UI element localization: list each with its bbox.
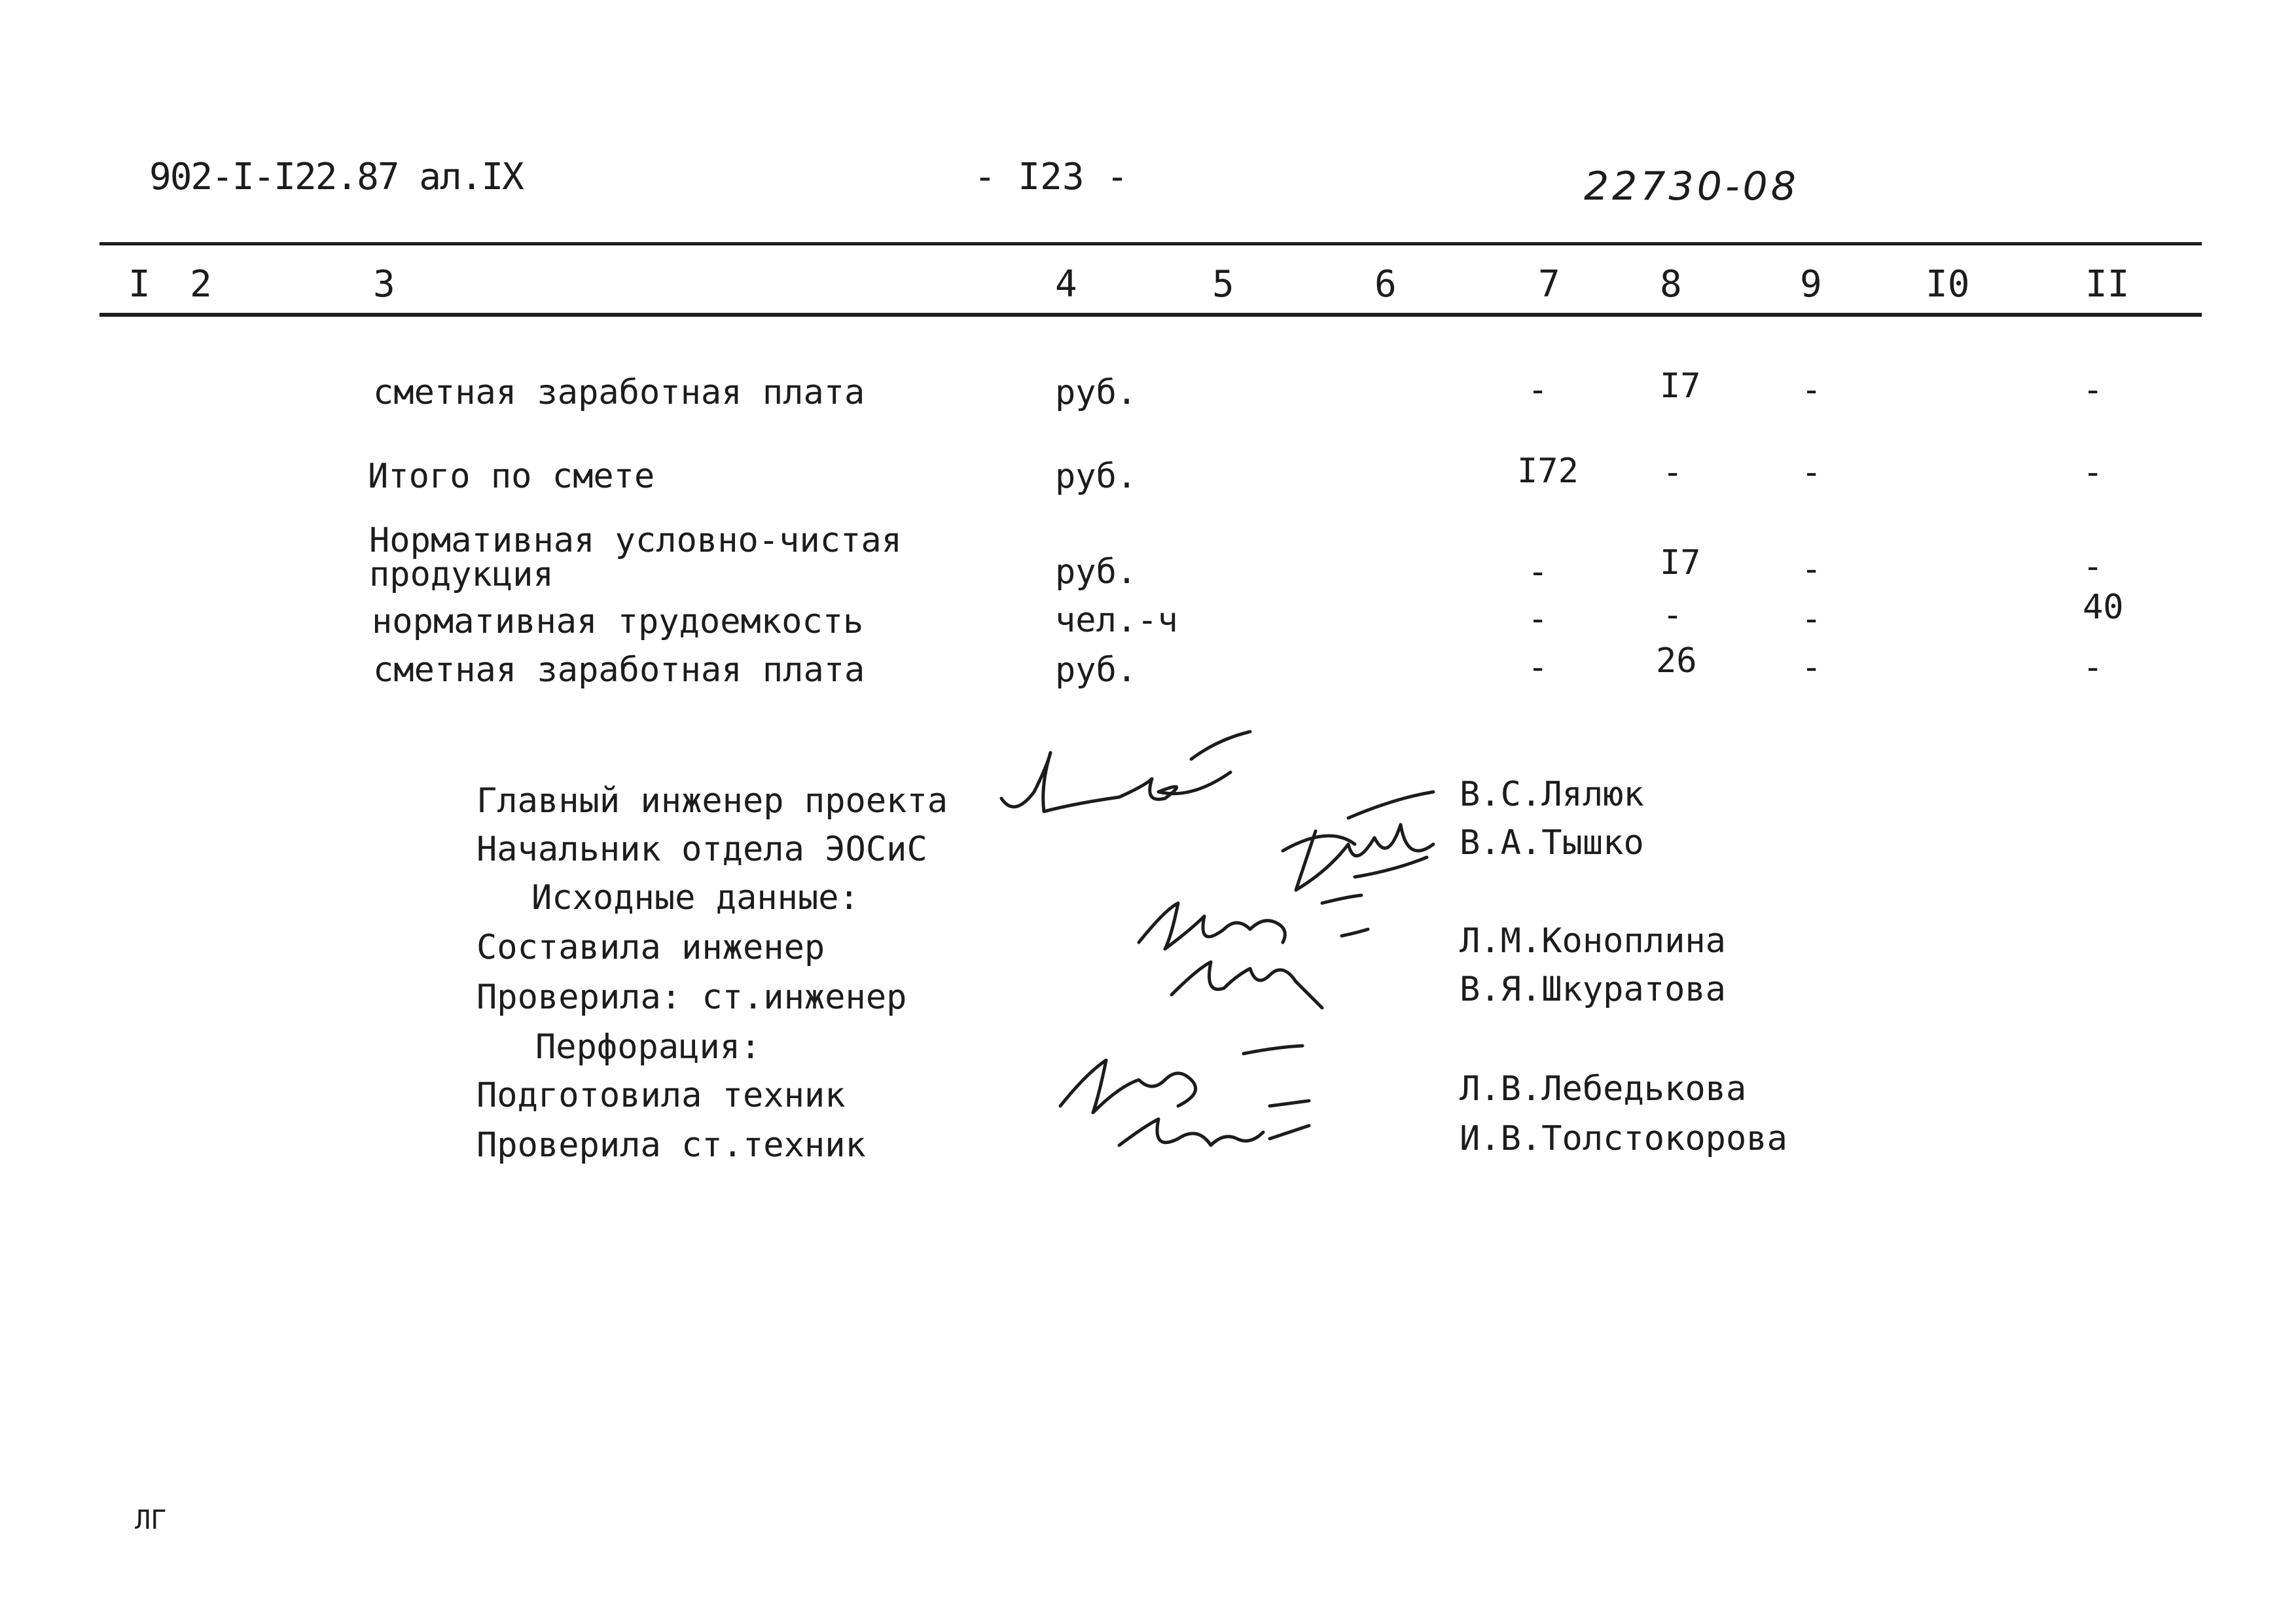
page-number: - I23 - [974,156,1129,198]
row-name: Итого по смете [368,457,655,496]
dept-head-label: Начальник отдела ЭОСиС [476,830,927,869]
cell-col9: - [1801,550,1822,589]
checked-label: Проверила: ст.инженер [476,978,907,1017]
chief-engineer-name: В.С.Лялюк [1460,775,1644,814]
prepared-name: Л.В.Лебедькова [1460,1069,1747,1109]
row-unit: руб. [1055,552,1138,592]
column-header: 5 [1212,263,1234,306]
cell-col11: - [2083,648,2104,687]
column-header: I [128,263,151,306]
cell-col11: 40 [2083,588,2124,627]
footer-mark: ЛГ [135,1505,167,1535]
cell-col11: - [2083,370,2104,410]
row-name: сметная заработная плата [373,651,865,690]
row-unit: руб. [1055,457,1138,496]
cell-col9: - [1801,370,1822,410]
checked2-label: Проверила ст.техник [476,1126,866,1165]
cell-col9: - [1801,453,1822,492]
cell-col8: - [1662,453,1683,492]
cell-col7: - [1528,552,1549,592]
compiled-name: Л.М.Коноплина [1460,921,1726,961]
cell-col7: - [1528,648,1549,687]
row-name: нормативная трудоемкость [372,602,864,641]
dept-head-signature [1276,785,1446,897]
row-name-line1: Нормативная условно-чистая [369,521,902,560]
column-header: 6 [1374,263,1397,306]
dept-head-name: В.А.Тышко [1460,823,1644,863]
source-data-heading: Исходные данные: [531,878,859,918]
column-header: I0 [1926,263,1970,306]
chief-engineer-label: Главный инженер проекта [476,781,948,821]
column-header: 7 [1538,263,1560,306]
column-header: 9 [1800,263,1822,306]
perforation-signatures [1047,1041,1322,1165]
chief-engineer-signature [995,726,1270,825]
checked2-name: И.В.Толстокорова [1460,1119,1787,1158]
column-header: II [2085,263,2130,306]
cell-col8: - [1662,596,1683,635]
compiled-signature [1126,890,1374,1021]
column-header: 4 [1055,263,1077,306]
archive-number: 22730-08 [1584,164,1799,209]
perforation-heading: Перфорация: [535,1027,761,1067]
cell-col7: - [1528,370,1549,410]
column-header: 3 [373,263,395,306]
cell-col7: I72 [1517,452,1579,491]
row-unit: чел.-ч [1055,601,1178,640]
cell-col11: - [2083,453,2104,492]
cell-col9: - [1801,599,1822,639]
row-unit: руб. [1055,373,1138,412]
row-name: сметная заработная плата [373,373,865,412]
column-header: 2 [190,263,212,306]
column-header: 8 [1660,263,1682,306]
document-code: 902-I-I22.87 ал.IX [149,156,523,198]
checked-name: В.Я.Шкуратова [1460,970,1726,1009]
table-top-rule [99,242,2202,245]
row-unit: руб. [1055,651,1138,690]
cell-col8: 26 [1656,641,1697,681]
cell-col7: - [1528,599,1549,639]
table-header-bottom-rule [99,313,2202,317]
cell-col8: I7 [1660,366,1701,406]
row-name-line2: продукция [369,555,554,594]
cell-col9: - [1801,648,1822,687]
prepared-label: Подготовила техник [476,1076,846,1115]
cell-col11: - [2083,547,2104,586]
compiled-label: Составила инженер [476,928,825,967]
cell-col8: I7 [1660,543,1701,582]
